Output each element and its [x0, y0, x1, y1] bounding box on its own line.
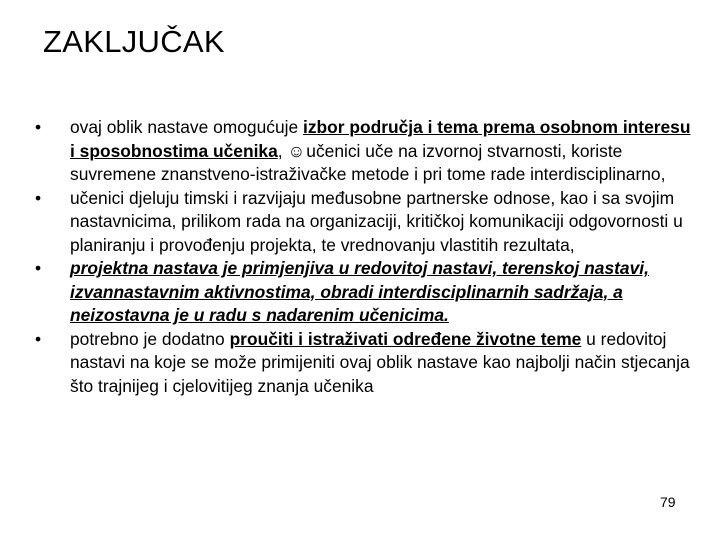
slide-title: ZAKLJUČAK	[43, 24, 225, 59]
item-4-tail: u redovitoj nastavi na koje se može primijeniti ovaj oblik nastave kao najbolji način stjecanja što trajnijeg i cjelovitijeg znanja učenika	[70, 328, 690, 396]
item-2-text: učenici djeluju timski i razvijaju međusobne partnerske odnose, kao i sa svojim nastavnicima, prilikom rada na organizaciji, kritičkoj komunikaciji odgovornosti u planiranju i provođenju projekta, te vrednovanju vlastitih rezultata,	[70, 187, 683, 255]
bullet-marker: •	[34, 328, 42, 349]
bullet-marker: •	[34, 187, 42, 208]
item-1-lead: ovaj oblik nastave omogućuje	[70, 117, 303, 137]
bullet-marker: •	[34, 117, 42, 137]
smiley-icon: ☺	[287, 140, 306, 161]
bullet-item-4	[28, 328, 693, 399]
bullet-marker: •	[34, 258, 42, 278]
bullet-item-2	[28, 187, 693, 258]
bullet-item-3	[28, 257, 693, 328]
item-1-middle: ,	[277, 140, 288, 161]
bullet-item-1	[28, 116, 693, 187]
item-1-emphasis: izbor područja i tema prema osobnom interesu i sposobnostima učenika	[70, 117, 691, 161]
page-number: 79	[660, 494, 676, 510]
item-4-lead: potrebno je dodatno	[70, 328, 230, 349]
item-4-emphasis: proučiti i istraživati određene životne teme	[229, 328, 582, 349]
item-3-emphasis: projektna nastava je primjenjiva u redovitoj nastavi, terenskoj nastavi, izvannastavnim aktivnostima, obradi interdisciplinarnih sadržaja, a neizostavna je u radu s nadarenim učenicima.	[70, 258, 649, 325]
bullet-list	[28, 116, 693, 398]
item-1-tail: učenici uče na izvornoj stvarnosti, koriste suvremene znanstveno-istraživačke metode i pri tome rade interdisciplinarno,	[70, 140, 666, 184]
